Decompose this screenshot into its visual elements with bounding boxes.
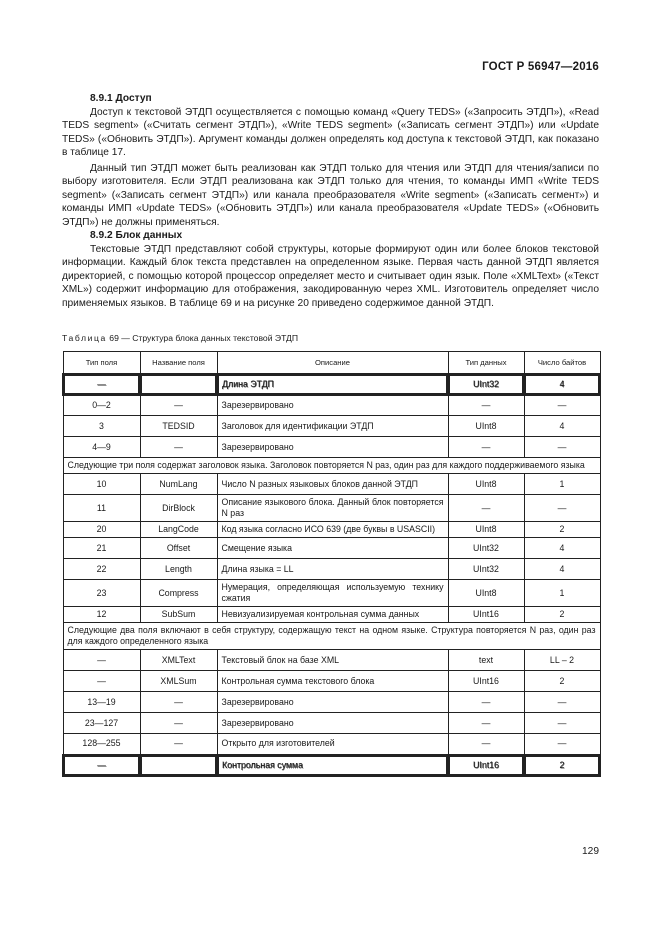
cell-byte-count: 1 — [524, 580, 600, 607]
cell-field-name: — — [140, 395, 217, 416]
cell-byte-count: LL – 2 — [524, 650, 600, 671]
cell-field-type: — — [63, 374, 140, 395]
cell-description: Зарезервировано — [217, 437, 448, 458]
table-row — [63, 437, 600, 458]
cell-byte-count: 2 — [524, 671, 600, 692]
page-number: 129 — [582, 846, 599, 857]
table-row — [63, 755, 600, 776]
cell-description: Зарезервировано — [217, 713, 448, 734]
table-caption — [62, 333, 298, 343]
cell-byte-count: — — [524, 734, 600, 755]
cell-field-type: 3 — [63, 416, 140, 437]
cell-field-name: XMLSum — [140, 671, 217, 692]
header-field-type: Тип поля — [63, 352, 140, 374]
cell-data-type: UInt8 — [448, 580, 524, 607]
cell-field-type: 20 — [63, 522, 140, 538]
cell-byte-count: — — [524, 692, 600, 713]
table-row — [63, 522, 600, 538]
cell-data-type: UInt16 — [448, 671, 524, 692]
cell-field-type: 10 — [63, 474, 140, 495]
cell-byte-count: — — [524, 395, 600, 416]
table-row — [63, 607, 600, 623]
cell-field-name: DirBlock — [140, 495, 217, 522]
table-header-row — [63, 352, 600, 374]
table-row — [63, 374, 600, 395]
cell-data-type: — — [448, 437, 524, 458]
cell-field-type: — — [63, 755, 140, 776]
table-row — [63, 559, 600, 580]
cell-field-type: 128—255 — [63, 734, 140, 755]
cell-byte-count: 4 — [524, 374, 600, 395]
cell-data-type: — — [448, 734, 524, 755]
table-caption-label: Таблица — [62, 333, 107, 343]
cell-data-type: UInt8 — [448, 474, 524, 495]
table-row — [63, 671, 600, 692]
cell-description: Длина ЭТДП — [217, 374, 448, 395]
cell-field-name: NumLang — [140, 474, 217, 495]
cell-data-type: — — [448, 692, 524, 713]
cell-field-name — [140, 755, 217, 776]
table-row — [63, 692, 600, 713]
cell-byte-count: — — [524, 495, 600, 522]
cell-description: Заголовок для идентификации ЭТДП — [217, 416, 448, 437]
table-caption-text: 69 — Структура блока данных текстовой ЭТДП — [109, 333, 299, 343]
cell-data-type: UInt32 — [448, 559, 524, 580]
cell-field-type: 23 — [63, 580, 140, 607]
cell-field-name: SubSum — [140, 607, 217, 623]
cell-field-name: Compress — [140, 580, 217, 607]
cell-description: Открыто для изготовителей — [217, 734, 448, 755]
cell-byte-count: 2 — [524, 522, 600, 538]
cell-field-name: Length — [140, 559, 217, 580]
cell-field-name: — — [140, 437, 217, 458]
table-note-text-structure: Следующие два поля включают в себя структуру, содержащую текст на одном языке. Структура повторяется N раз, один раз для каждого определенного языка — [63, 623, 600, 650]
cell-data-type: UInt32 — [448, 374, 524, 395]
cell-data-type: UInt8 — [448, 416, 524, 437]
cell-field-name: — — [140, 713, 217, 734]
cell-byte-count: 1 — [524, 474, 600, 495]
cell-byte-count: 4 — [524, 559, 600, 580]
cell-description: Смещение языка — [217, 538, 448, 559]
header-data-type: Тип данных — [448, 352, 524, 374]
body-text — [62, 92, 599, 310]
cell-data-type: — — [448, 495, 524, 522]
header-byte-count: Число байтов — [524, 352, 600, 374]
cell-description: Зарезервировано — [217, 395, 448, 416]
cell-description: Длина языка = LL — [217, 559, 448, 580]
cell-description: Контрольная сумма — [217, 755, 448, 776]
cell-data-type: UInt16 — [448, 607, 524, 623]
cell-byte-count: 2 — [524, 755, 600, 776]
cell-description: Текстовый блок на базе XML — [217, 650, 448, 671]
table-row — [63, 650, 600, 671]
section-891-para-1: Доступ к текстовой ЭТДП осуществляется с помощью команд «Query TEDS» («Запросить ЭТДП»), «Read TEDS segment» («Считать сегмент ЭТДП»), «Write TEDS segment» («Записать сегмент ЭТДП») или «Update TEDS» («Обновить ЭТДП»). Аргумент команды должен определять код доступа к текстовой ЭТДП, как показано в таблице 17. — [62, 106, 599, 158]
cell-description: Зарезервировано — [217, 692, 448, 713]
cell-data-type: — — [448, 395, 524, 416]
data-structure-table — [62, 351, 601, 777]
cell-byte-count: 4 — [524, 416, 600, 437]
cell-byte-count: — — [524, 437, 600, 458]
table-row — [63, 395, 600, 416]
cell-field-name: LangCode — [140, 522, 217, 538]
header-field-name: Название поля — [140, 352, 217, 374]
cell-description: Невизуализируемая контрольная сумма данных — [217, 607, 448, 623]
table-row — [63, 734, 600, 755]
cell-description: Контрольная сумма текстового блока — [217, 671, 448, 692]
table-row — [63, 580, 600, 607]
cell-data-type: — — [448, 713, 524, 734]
table-note-language-header: Следующие три поля содержат заголовок языка. Заголовок повторяется N раз, один раз для каждого поддерживаемого языка — [63, 458, 600, 474]
cell-description: Нумерация, определяющая используемую технику сжатия — [217, 580, 448, 607]
cell-data-type: UInt32 — [448, 538, 524, 559]
cell-byte-count: 4 — [524, 538, 600, 559]
section-891-title: 8.9.1 Доступ — [90, 93, 152, 104]
cell-field-name: — — [140, 692, 217, 713]
section-892-title: 8.9.2 Блок данных — [90, 230, 183, 241]
cell-description: Описание языкового блока. Данный блок повторяется N раз — [217, 495, 448, 522]
table-row — [63, 713, 600, 734]
cell-data-type: UInt16 — [448, 755, 524, 776]
document-code: ГОСТ Р 56947—2016 — [482, 61, 599, 73]
header-description: Описание — [217, 352, 448, 374]
cell-byte-count: — — [524, 713, 600, 734]
table-note-row — [63, 623, 600, 650]
table-row — [63, 474, 600, 495]
cell-field-type: — — [63, 671, 140, 692]
cell-field-name: TEDSID — [140, 416, 217, 437]
cell-description: Число N разных языковых блоков данной ЭТДП — [217, 474, 448, 495]
cell-field-type: 22 — [63, 559, 140, 580]
cell-field-type: 21 — [63, 538, 140, 559]
table-note-row — [63, 458, 600, 474]
cell-field-name: XMLText — [140, 650, 217, 671]
table-row — [63, 495, 600, 522]
cell-field-type: 12 — [63, 607, 140, 623]
cell-field-type: — — [63, 650, 140, 671]
cell-field-type: 0—2 — [63, 395, 140, 416]
cell-field-type: 13—19 — [63, 692, 140, 713]
cell-byte-count: 2 — [524, 607, 600, 623]
cell-data-type: text — [448, 650, 524, 671]
table-row — [63, 538, 600, 559]
cell-description: Код языка согласно ИСО 639 (две буквы в USASCII) — [217, 522, 448, 538]
cell-field-name: Offset — [140, 538, 217, 559]
cell-field-name — [140, 374, 217, 395]
cell-data-type: UInt8 — [448, 522, 524, 538]
cell-field-type: 11 — [63, 495, 140, 522]
section-891-para-2: Данный тип ЭТДП может быть реализован как ЭТДП только для чтения или ЭТДП для чтения/записи по выбору изготовителя. Если ЭТДП реализована как ЭТДП только для чтения, то команды ИМП «Write TEDS segment» («Записать сегмент ЭТДП») или канала преобразователя «Write segment» («Записать сегмент») и команды ИМП «Update TEDS» («Обновить ЭТДП») или канала преобразователя «Update TEDS» («Обновить ЭТДП») не должны применяться. — [62, 162, 599, 228]
table-row — [63, 416, 600, 437]
section-892-para-1: Текстовые ЭТДП представляют собой структуры, которые формируют один или более блоков текстовой информации. Каждый блок текста представлен на определенном языке. Первая часть данной ЭТДП является директорией, с помощью которой процессор определяет место и считывает один язык. Поле «XMLText» («Текст XML») содержит информацию для отображения, закодированную через XML. Изготовитель определяет число применяемых языков. В таблице 69 и на рисунке 20 приведено содержимое данной ЭТДП. — [62, 243, 599, 309]
cell-field-type: 4—9 — [63, 437, 140, 458]
cell-field-type: 23—127 — [63, 713, 140, 734]
cell-field-name: — — [140, 734, 217, 755]
